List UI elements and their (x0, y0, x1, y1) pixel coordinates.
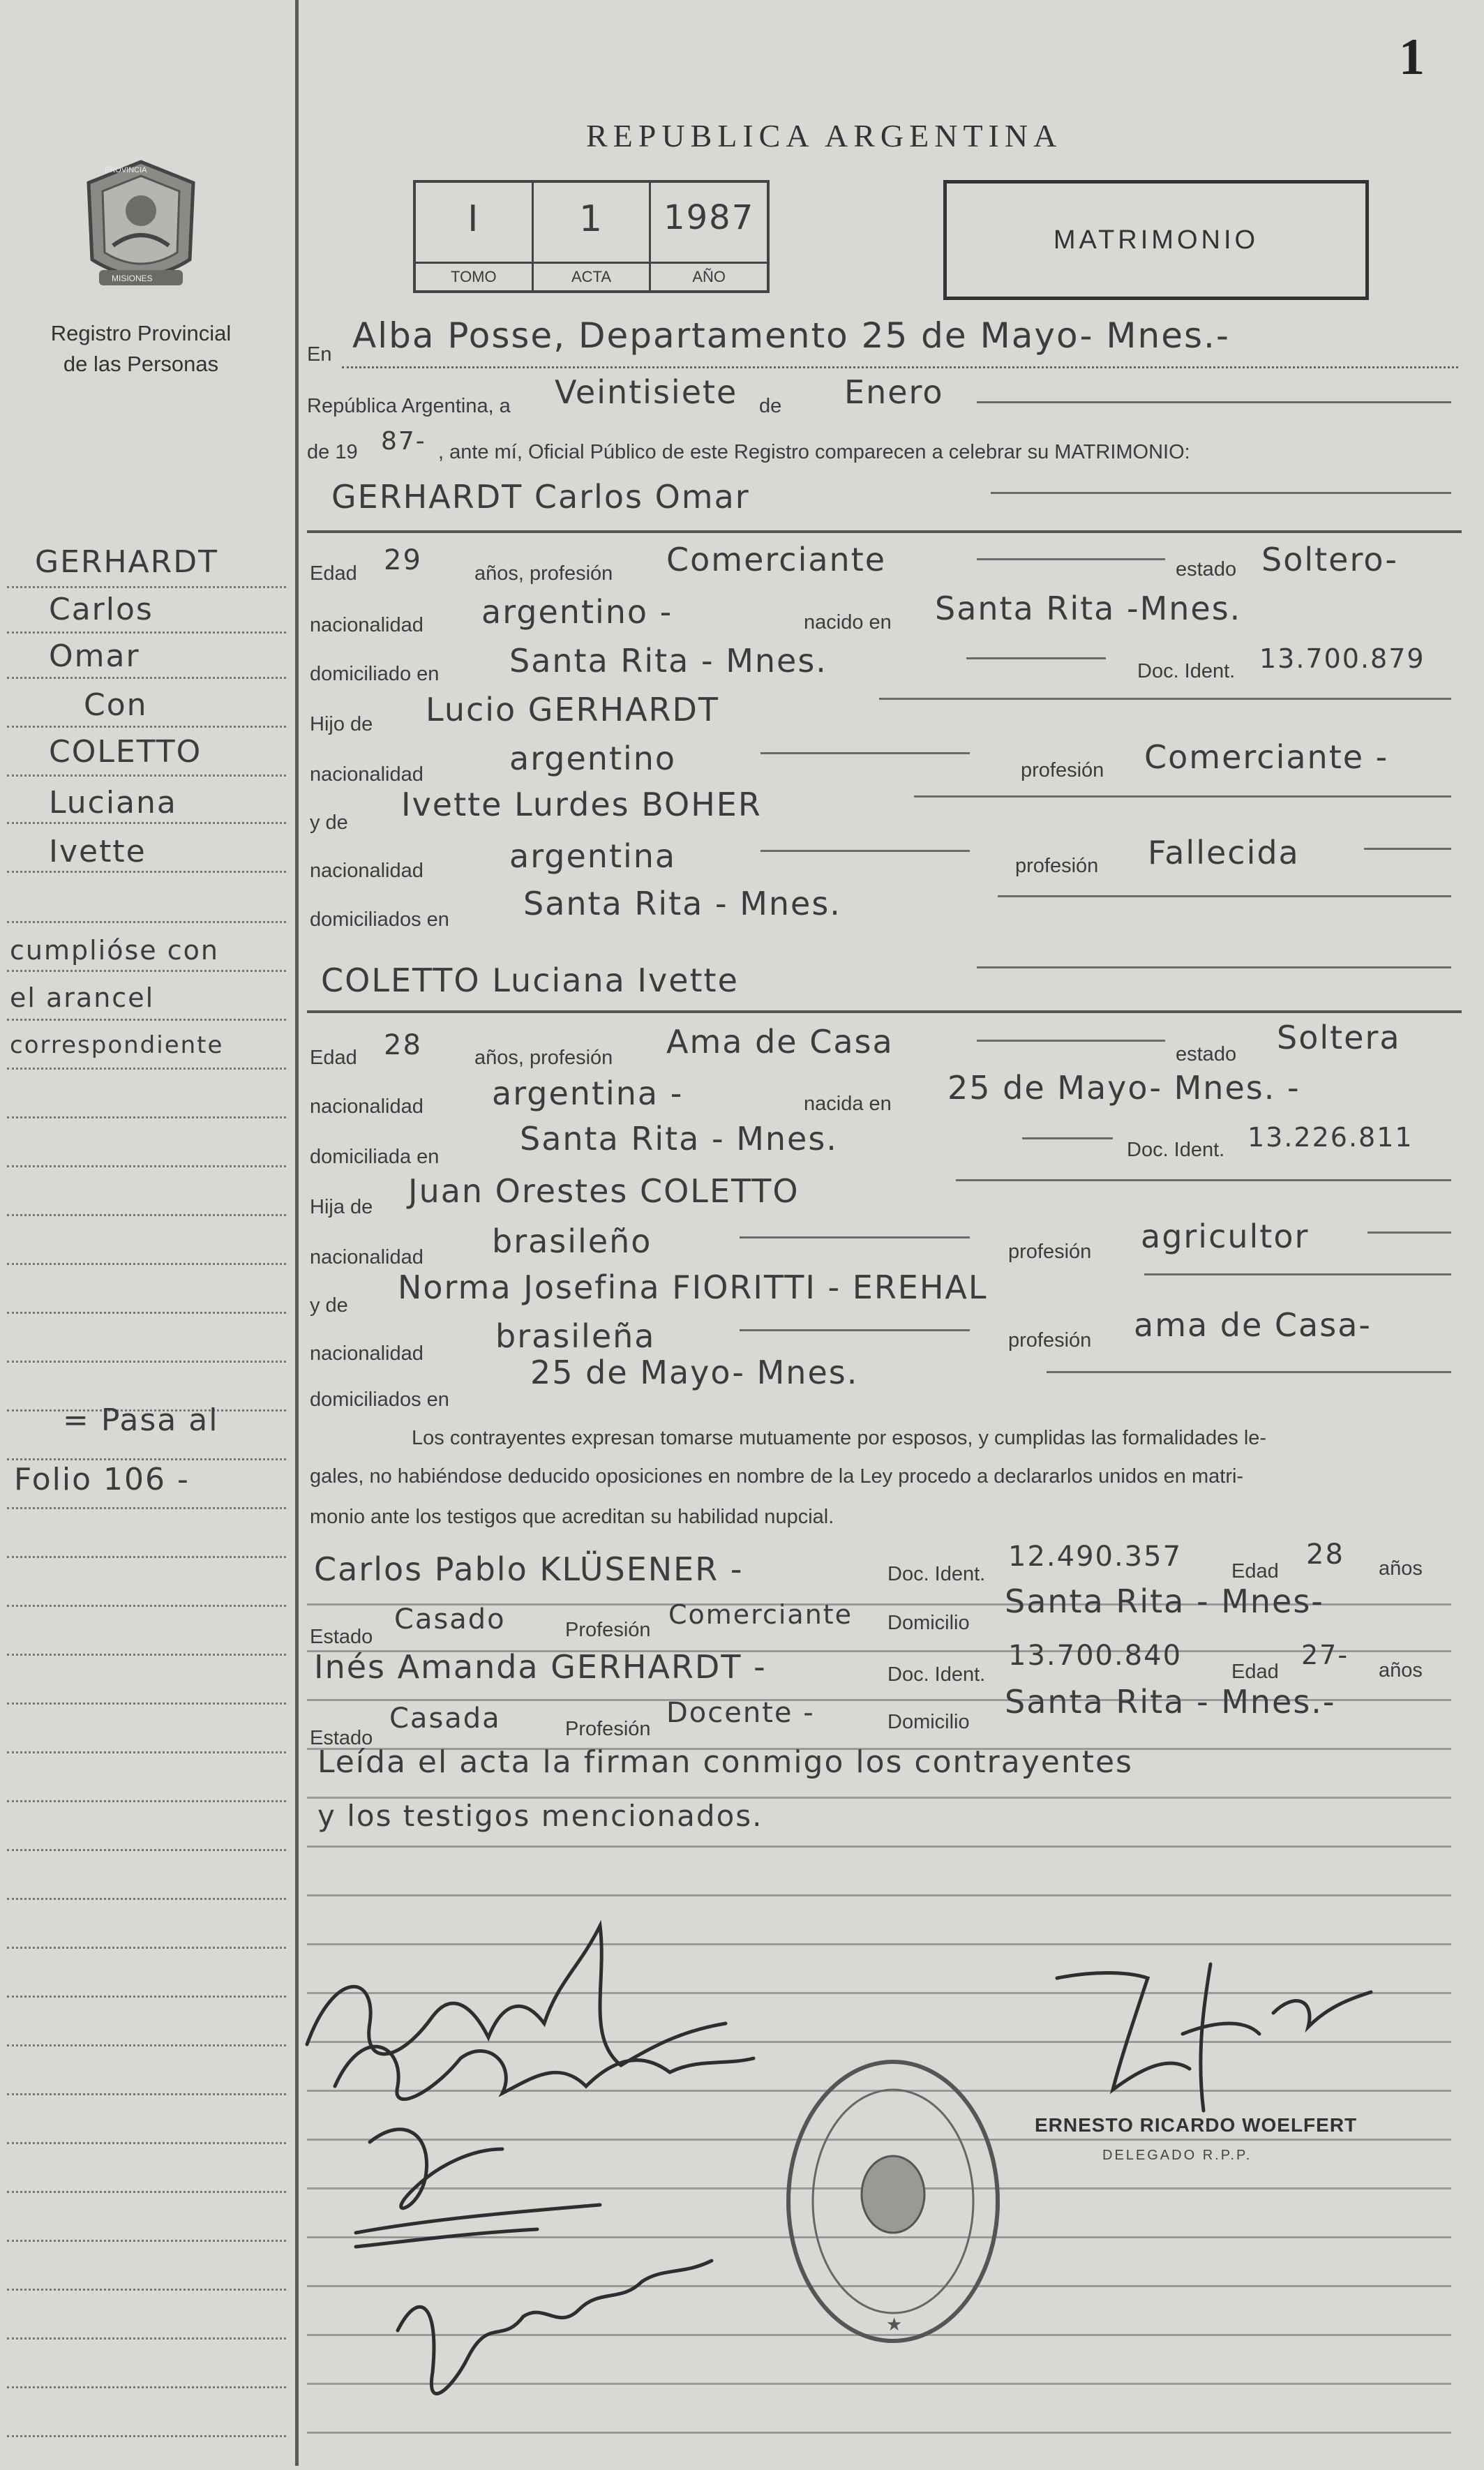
year-prefix: de 19 (307, 441, 358, 463)
act-type-box: MATRIMONIO (943, 180, 1369, 300)
groom-profession: Comerciante (666, 541, 887, 578)
witness-2-doc: 13.700.840 (1008, 1640, 1183, 1672)
groom-birthplace: Santa Rita -Mnes. (935, 590, 1242, 627)
margin-rule (7, 774, 286, 777)
country-title: REPUBLICA ARGENTINA (586, 118, 1063, 154)
witness-2-prof-label: Profesión (565, 1718, 651, 1740)
margin-rule (7, 586, 286, 588)
groom-mother-profession: Fallecida (1148, 834, 1300, 871)
margin-fee-note: cumplióse con (10, 935, 219, 966)
margin-rule (7, 2044, 286, 2046)
official-title: DELEGADO R.P.P. (1102, 2148, 1252, 2163)
margin-rule (7, 726, 286, 728)
margin-rule (7, 1458, 286, 1460)
witness-1-name: Carlos Pablo KLÜSENER - (314, 1550, 744, 1588)
witness-2-age: 27- (1301, 1640, 1349, 1670)
margin-rule (7, 1556, 286, 1558)
bride-mother-profession: ama de Casa- (1134, 1306, 1372, 1344)
acta-value: 1 (578, 198, 604, 240)
line (914, 795, 1451, 798)
margin-folio-note: = Pasa al (63, 1402, 219, 1438)
groom-father-nationality: argentino (509, 740, 677, 777)
margin-rule (7, 2191, 286, 2193)
witness-1-profession: Comerciante (668, 1599, 853, 1630)
witness-1-prof-label: Profesión (565, 1619, 651, 1641)
line (998, 895, 1451, 897)
witness-1-anos-label: años (1379, 1557, 1423, 1580)
margin-rule (7, 970, 286, 972)
bride-birthplace: 25 de Mayo- Mnes. - (947, 1069, 1301, 1107)
bride-nationality-label: nacionalidad (310, 1095, 424, 1118)
month-value: Enero (844, 373, 944, 411)
bride-mother-prof-label: profesión (1008, 1329, 1092, 1352)
line (740, 1329, 970, 1331)
line (1022, 1137, 1113, 1139)
line (991, 492, 1451, 494)
witness-1-domicile: Santa Rita - Mnes- (1005, 1582, 1324, 1620)
groom-profession-label: años, profesión (474, 562, 613, 585)
register-box (413, 180, 770, 293)
witness-2-name: Inés Amanda GERHARDT - (314, 1648, 767, 1686)
acta-label: ACTA (534, 262, 650, 290)
groom-parents-domicile: Santa Rita - Mnes. (523, 885, 841, 922)
bride-mother-nationality: brasileña (495, 1317, 656, 1355)
margin-rule (7, 1654, 286, 1656)
witness-2-dom-label: Domicilio (887, 1711, 970, 1733)
line (977, 1040, 1165, 1042)
groom-estado: Soltero- (1261, 541, 1398, 578)
witness-1-age: 28 (1306, 1539, 1344, 1571)
line (740, 1236, 970, 1238)
acta-cell (534, 183, 652, 290)
witness-1-doc-label: Doc. Ident. (887, 1563, 986, 1585)
groom-nacido-label: nacido en (804, 611, 892, 634)
line (977, 558, 1165, 560)
margin-rule (7, 1702, 286, 1705)
line (1367, 1232, 1451, 1234)
margin-name: COLETTO (49, 734, 202, 770)
bride-profession: Ama de Casa (666, 1023, 894, 1061)
en-label: En (307, 343, 332, 366)
declaration-line-3: monio ante los testigos que acreditan su habilidad nupcial. (310, 1506, 834, 1528)
bride-nationality: argentina - (492, 1075, 684, 1112)
registry-office-line1: Registro Provincial (50, 321, 232, 345)
closing-line-2: y los testigos mencionados. (317, 1799, 763, 1833)
margin-rule (7, 1116, 286, 1118)
line (760, 850, 970, 852)
margin-rule (7, 822, 286, 824)
witness-1-doc: 12.490.357 (1008, 1541, 1183, 1573)
witness-2-doc-label: Doc. Ident. (887, 1663, 986, 1686)
margin-rule (7, 1605, 286, 1607)
bride-father-nat-label: nacionalidad (310, 1246, 424, 1268)
groom-y-de-label: y de (310, 811, 348, 834)
line (1144, 1273, 1451, 1275)
groom-mother-nat-label: nacionalidad (310, 860, 424, 882)
margin-fee-note: correspondiente (10, 1031, 224, 1059)
margin-rule (7, 1898, 286, 1900)
witness-1-edad-label: Edad (1231, 1560, 1279, 1582)
margin-rule (7, 631, 286, 634)
groom-father: Lucio GERHARDT (426, 691, 720, 728)
bride-estado-label: estado (1176, 1043, 1237, 1065)
bride-domicile-label: domiciliada en (310, 1146, 440, 1168)
signatures-icon (293, 1884, 823, 2470)
official-signature-icon (1036, 1950, 1392, 2132)
margin-name: Ivette (49, 834, 147, 869)
groom-mother-prof-label: profesión (1015, 855, 1099, 877)
witness-1-estado-label: Estado (310, 1626, 373, 1648)
groom-doc-label: Doc. Ident. (1137, 660, 1236, 682)
page-number: 1 (1399, 29, 1425, 86)
bride-estado: Soltera (1277, 1019, 1401, 1056)
witness-2-profession: Docente - (666, 1697, 815, 1729)
witness-1-dom-label: Domicilio (887, 1612, 970, 1634)
registry-office-line2: de las Personas (63, 352, 219, 376)
section-divider (307, 530, 1462, 533)
margin-rule (7, 1361, 286, 1363)
margin-rule (7, 1165, 286, 1167)
registry-office (29, 318, 253, 380)
seal-bottom-text: MISIONES (112, 274, 153, 283)
margin-folio-note: Folio 106 - (14, 1462, 190, 1497)
witness-1-estado: Casado (394, 1603, 506, 1636)
groom-edad-label: Edad (310, 562, 357, 585)
groom-nationality: argentino - (481, 593, 673, 631)
place-value: Alba Posse, Departamento 25 de Mayo- Mnes.- (352, 315, 1230, 356)
margin-name: GERHARDT (35, 544, 218, 580)
republica-label: República Argentina, a (307, 395, 511, 417)
section-divider (307, 1010, 1462, 1013)
margin-name: Con (84, 687, 148, 723)
margin-name: Luciana (49, 785, 177, 821)
groom-doc: 13.700.879 (1259, 643, 1425, 674)
margin-rule (7, 1507, 286, 1509)
margin-rule (7, 1996, 286, 1998)
ano-cell (651, 183, 767, 290)
groom-domicile-label: domiciliado en (310, 663, 440, 685)
groom-estado-label: estado (1176, 558, 1237, 581)
line (977, 401, 1451, 403)
ano-value: 1987 (664, 198, 755, 237)
svg-text:★: ★ (886, 2314, 903, 2335)
margin-fee-note: el arancel (10, 982, 155, 1013)
tomo-label: TOMO (416, 262, 532, 290)
bride-edad-label: Edad (310, 1047, 357, 1069)
margin-rule (7, 677, 286, 679)
margin-rule (7, 2240, 286, 2242)
bride-profession-label: años, profesión (474, 1047, 613, 1069)
groom-mother: Ivette Lurdes BOHER (401, 786, 762, 823)
de-label: de (759, 395, 782, 417)
line (1364, 848, 1451, 850)
groom-mother-nationality: argentina (509, 837, 677, 875)
bride-doc: 13.226.811 (1247, 1122, 1414, 1153)
witness-2-edad-label: Edad (1231, 1661, 1279, 1683)
line (977, 966, 1451, 968)
groom-parents-dom-label: domiciliados en (310, 908, 449, 931)
groom-full-name: GERHARDT Carlos Omar (331, 478, 750, 516)
line (879, 698, 1451, 700)
bride-father-nationality: brasileño (492, 1222, 652, 1260)
groom-domicile: Santa Rita - Mnes. (509, 642, 827, 680)
tomo-value: I (467, 198, 480, 240)
margin-rule (7, 1947, 286, 1949)
groom-hijo-label: Hijo de (310, 713, 373, 735)
bride-y-de-label: y de (310, 1294, 348, 1317)
bride-father: Juan Orestes COLETTO (408, 1172, 800, 1210)
groom-age: 29 (384, 544, 422, 576)
bride-mother: Norma Josefina FIORITTI - EREHAL (398, 1268, 988, 1306)
bride-hija-label: Hija de (310, 1196, 373, 1218)
margin-rule (7, 1312, 286, 1314)
ano-label: AÑO (651, 262, 767, 290)
bride-age: 28 (384, 1029, 422, 1061)
margin-rule (7, 1068, 286, 1070)
seal-top-text: PROVINCIA (105, 166, 147, 174)
bride-nacida-label: nacida en (804, 1093, 892, 1115)
margin-rule (7, 2435, 286, 2437)
bride-mother-nat-label: nacionalidad (310, 1342, 424, 1365)
groom-father-nat-label: nacionalidad (310, 763, 424, 786)
declaration-line-1: Los contrayentes expresan tomarse mutuamente por esposos, y cumplidas las formalidades le- (412, 1427, 1267, 1449)
bride-doc-label: Doc. Ident. (1127, 1139, 1225, 1161)
groom-father-prof-label: profesión (1021, 759, 1104, 781)
margin-rule (7, 1751, 286, 1753)
ruled-line (307, 1846, 1451, 1848)
groom-father-profession: Comerciante - (1144, 738, 1389, 776)
witness-2-anos-label: años (1379, 1659, 1423, 1682)
margin-rule (7, 2093, 286, 2095)
closing-line-1: Leída el acta la firman conmigo los contrayentes (317, 1744, 1133, 1780)
registry-stamp-icon (781, 2055, 1005, 2348)
bride-domicile: Santa Rita - Mnes. (520, 1120, 838, 1158)
margin-name: Omar (49, 638, 140, 674)
bride-full-name: COLETTO Luciana Ivette (321, 961, 739, 999)
bride-father-prof-label: profesión (1008, 1241, 1092, 1263)
bride-father-profession: agricultor (1141, 1218, 1310, 1255)
year-value: 87- (381, 427, 426, 456)
declaration-line-2: gales, no habiéndose deducido oposiciones en nombre de la Ley procedo a declararlos unidos en matri- (310, 1465, 1244, 1488)
tomo-cell (416, 183, 534, 290)
line (760, 752, 970, 754)
margin-rule (7, 1263, 286, 1265)
bride-parents-domicile: 25 de Mayo- Mnes. (530, 1354, 859, 1391)
margin-rule (7, 2386, 286, 2388)
margin-rule (7, 1019, 286, 1021)
margin-rule (7, 921, 286, 923)
margin-rule (7, 2337, 286, 2340)
line (966, 657, 1106, 659)
witness-2-estado: Casada (389, 1702, 501, 1735)
line (342, 366, 1458, 368)
day-value: Veintisiete (555, 373, 738, 411)
margin-rule (7, 871, 286, 873)
margin-name: Carlos (49, 592, 153, 627)
margin-rule (7, 2142, 286, 2144)
intro-rest: , ante mí, Oficial Público de este Registro comparecen a celebrar su MATRIMONIO: (438, 441, 1190, 463)
witness-2-domicile: Santa Rita - Mnes.- (1005, 1683, 1336, 1721)
margin-rule (7, 1800, 286, 1802)
official-name: ERNESTO RICARDO WOELFERT (1035, 2114, 1358, 2136)
margin-rule (7, 2289, 286, 2291)
margin-rule (7, 1849, 286, 1851)
bride-parents-dom-label: domiciliados en (310, 1389, 449, 1411)
margin-rule (7, 1214, 286, 1216)
line (1047, 1371, 1451, 1373)
groom-nationality-label: nacionalidad (310, 614, 424, 636)
witness-2-estado-label: Estado (310, 1727, 373, 1749)
line (956, 1179, 1451, 1181)
